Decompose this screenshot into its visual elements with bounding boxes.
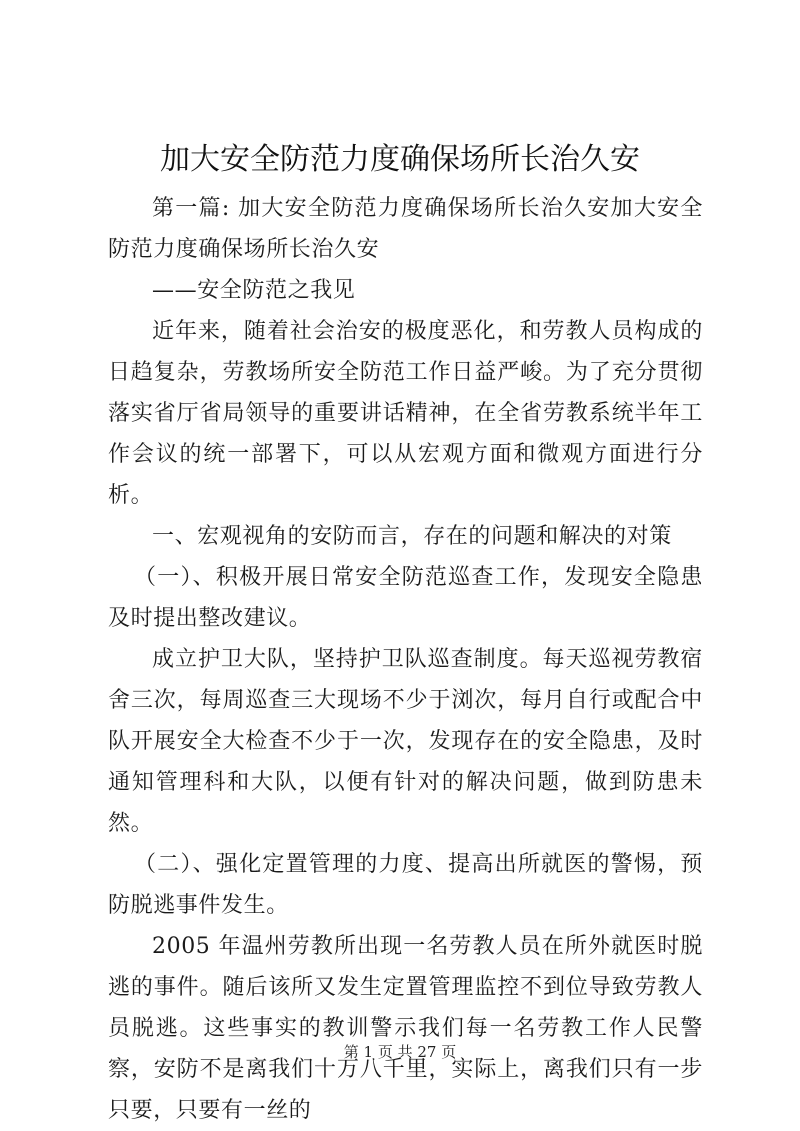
document-title: 加大安全防范力度确保场所长治久安 [160,142,640,177]
paragraph-wenzhou-case: 2005 年温州劳教所出现一名劳教人员在所外就医时脱逃的事件。随后该所又发生定置管理监控不到位导致劳教人员脱逃。这些事实的教训警示我们每一名劳教工作人民警察，安防不是离我们十万八千里，实际上，离我们只有一步只要，只要有一丝的 [108,934,703,1123]
paragraph-subtitle: ——安全防范之我见 [152,278,356,303]
paragraph-subheading-2: （二）、强化定置管理的力度、提高出所就医的警惕，预防脱逃事件发生。 [108,852,703,918]
paragraph-introduction: 近年来，随着社会治安的极度恶化，和劳教人员构成的日趋复杂，劳教场所安全防范工作日益严峻。为了充分贯彻落实省厅省局领导的重要讲话精神，在全省劳教系统半年工作会议的统一部署下，可以从宏观方面和微观方面进行分析。 [108,319,703,508]
document-body [108,188,703,1131]
paragraph-subheading-1: （一）、积极开展日常安全防范巡查工作，发现安全隐患及时提出整改建议。 [108,565,703,631]
paragraph-heading-macro: 一、宏观视角的安防而言，存在的问题和解决的对策 [152,524,672,549]
paragraph-patrol: 成立护卫大队，坚持护卫队巡查制度。每天巡视劳教宿舍三次，每周巡查三大现场不少于浏次，每月自行或配合中队开展安全大检查不少于一次，发现存在的安全隐患，及时通知管理科和大队，以便有针对的解决问题，做到防患未然。 [108,647,703,836]
paragraph-section-heading: 第一篇: 加大安全防范力度确保场所长治久安加大安全防范力度确保场所长治久安 [108,196,703,262]
page-footer: 第 1 页 共 27 页 [343,1043,457,1061]
